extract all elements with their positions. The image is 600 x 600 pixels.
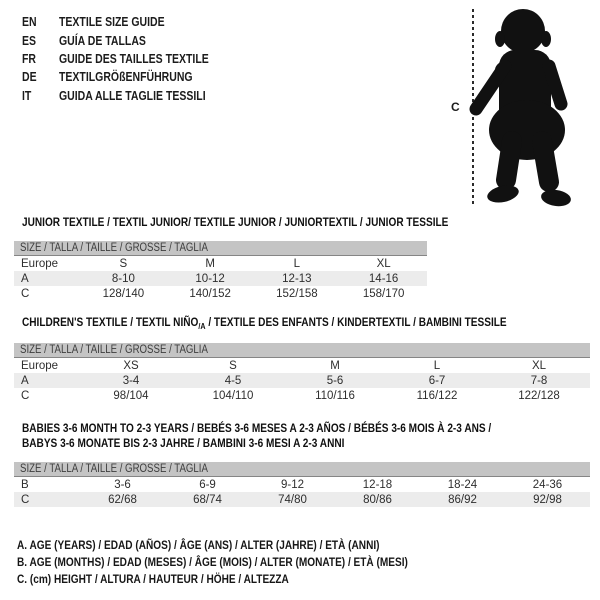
row-label: A xyxy=(21,272,29,285)
language-row xyxy=(22,87,237,105)
size-cell: 92/98 xyxy=(533,493,562,506)
size-cell: 9-12 xyxy=(280,478,305,491)
size-cell: 18-24 xyxy=(447,478,478,491)
language-title: GUÍA DE TALLAS xyxy=(59,33,146,48)
size-cell: 98/104 xyxy=(113,389,149,402)
size-cell: 10-12 xyxy=(195,272,225,285)
table-title-babies-line2: BABYS 3-6 MONATE BIS 2-3 JAHRE / BAMBINI 3-6 MESI A 2-3 ANNI xyxy=(22,436,345,450)
row-label: C xyxy=(21,493,30,506)
size-cell: L xyxy=(293,257,301,270)
size-cell: 3-6 xyxy=(114,478,131,491)
size-cell: 104/110 xyxy=(212,389,254,402)
table-row-c xyxy=(14,492,590,507)
size-cell: 86/92 xyxy=(448,493,477,506)
size-cell: 24-36 xyxy=(532,478,563,491)
size-cell: 152/158 xyxy=(276,287,318,300)
size-cell: XL xyxy=(531,359,547,372)
size-cell: XS xyxy=(123,359,139,372)
language-title: GUIDE DES TAILLES TEXTILE xyxy=(59,51,209,66)
row-label: C xyxy=(21,287,30,300)
size-cell: 12-18 xyxy=(362,478,393,491)
size-header-bar: SIZE / TALLA / TAILLE / GRÖSSE / TAGLIA xyxy=(14,241,427,256)
size-cell: 14-16 xyxy=(368,272,399,285)
size-cell: S xyxy=(229,359,237,372)
size-cell: 6-7 xyxy=(428,374,446,387)
table-row-a xyxy=(14,373,590,388)
table-row-c xyxy=(14,388,590,403)
row-label: Europe xyxy=(21,359,59,372)
language-row xyxy=(22,68,237,86)
language-row xyxy=(22,31,237,49)
table-title-junior: JUNIOR TEXTILE / TEXTIL JUNIOR/ TEXTILE JUNIOR / JUNIORTEXTIL / JUNIOR TESSILE xyxy=(22,215,449,229)
size-cell: 122/128 xyxy=(518,389,560,402)
size-header-bar: SIZE / TALLA / TAILLE / GRÖSSE / TAGLIA xyxy=(14,462,590,477)
size-cell: M xyxy=(205,257,215,270)
size-cell: 110/116 xyxy=(315,389,355,402)
table-title-children: CHILDREN'S TEXTILE / TEXTIL $NIÑO_{/A}$ / TEXTILE DES ENFANTS / KINDERTEXTIL / BAMBINI TESSILE xyxy=(22,315,507,331)
baby-silhouette-icon xyxy=(461,8,582,209)
footnote-a: A. AGE (YEARS) / EDAD (AÑOS) / ÂGE (ANS) / ALTER (JAHRE) / ETÀ (ANNI) xyxy=(17,537,380,552)
language-code: ES xyxy=(22,33,37,48)
row-label: C xyxy=(21,389,30,402)
size-cell: 128/140 xyxy=(102,287,145,300)
size-cell: L xyxy=(433,359,441,372)
footnote-b: B. AGE (MONTHS) / EDAD (MESES) / ÂGE (MOIS) / ALTER (MONATE) / ETÀ (MESI) xyxy=(17,554,408,569)
size-cell: XL xyxy=(376,257,391,270)
language-list xyxy=(22,13,237,105)
size-cell: S xyxy=(119,257,128,270)
height-measure-label: C xyxy=(451,100,460,114)
size-cell: 158/170 xyxy=(362,287,405,300)
language-row xyxy=(22,50,237,68)
size-cell: 5-6 xyxy=(326,374,344,387)
title-subscript: /A xyxy=(198,320,206,331)
footnote-list xyxy=(17,536,482,588)
size-cell: 116/122 xyxy=(416,389,458,402)
size-cell: 12-13 xyxy=(282,272,312,285)
language-title: TEXTILGRÖßENFÜHRUNG xyxy=(59,70,193,85)
size-header-bar: SIZE / TALLA / TAILLE / GRÖSSE / TAGLIA xyxy=(14,343,590,358)
size-cell: 8-10 xyxy=(111,272,135,285)
size-cell: 74/80 xyxy=(278,493,307,506)
footnote-c: C. (cm) HEIGHT / ALTURA / HAUTEUR / HÖHE / ALTEZZA xyxy=(17,572,289,587)
size-cell: 68/74 xyxy=(193,493,222,506)
size-table-children xyxy=(14,343,590,403)
size-cell: 4-5 xyxy=(224,374,242,387)
table-row-c xyxy=(14,286,427,301)
language-code: EN xyxy=(22,15,37,30)
table-row-b xyxy=(14,477,590,492)
size-cell: 140/152 xyxy=(189,287,231,300)
table-title-babies-line1: BABIES 3-6 MONTH TO 2-3 YEARS / BEBÉS 3-6 MESES A 2-3 AÑOS / BÉBÉS 3-6 MOIS À 2-3 ANS / xyxy=(22,421,492,435)
table-title-babies xyxy=(22,421,581,451)
size-cell: 3-4 xyxy=(122,374,140,387)
size-table-babies xyxy=(14,462,590,507)
language-row xyxy=(22,13,237,31)
size-cell: 62/68 xyxy=(108,493,137,506)
language-code: FR xyxy=(22,51,37,66)
language-title: TEXTILE SIZE GUIDE xyxy=(59,15,165,30)
size-cell: 80/86 xyxy=(363,493,392,506)
language-code: DE xyxy=(22,70,37,85)
size-cell: M xyxy=(330,359,340,372)
table-row-a xyxy=(14,271,427,286)
row-label: Europe xyxy=(21,257,59,270)
table-row-europe xyxy=(14,256,427,271)
size-cell: 7-8 xyxy=(530,374,548,387)
row-label: A xyxy=(21,374,29,387)
size-cell: 6-9 xyxy=(199,478,216,491)
size-table-junior xyxy=(14,241,427,301)
language-code: IT xyxy=(22,88,32,103)
table-row-europe xyxy=(14,358,590,373)
row-label: B xyxy=(21,478,29,491)
language-title: GUIDA ALLE TAGLIE TESSILI xyxy=(59,88,206,103)
